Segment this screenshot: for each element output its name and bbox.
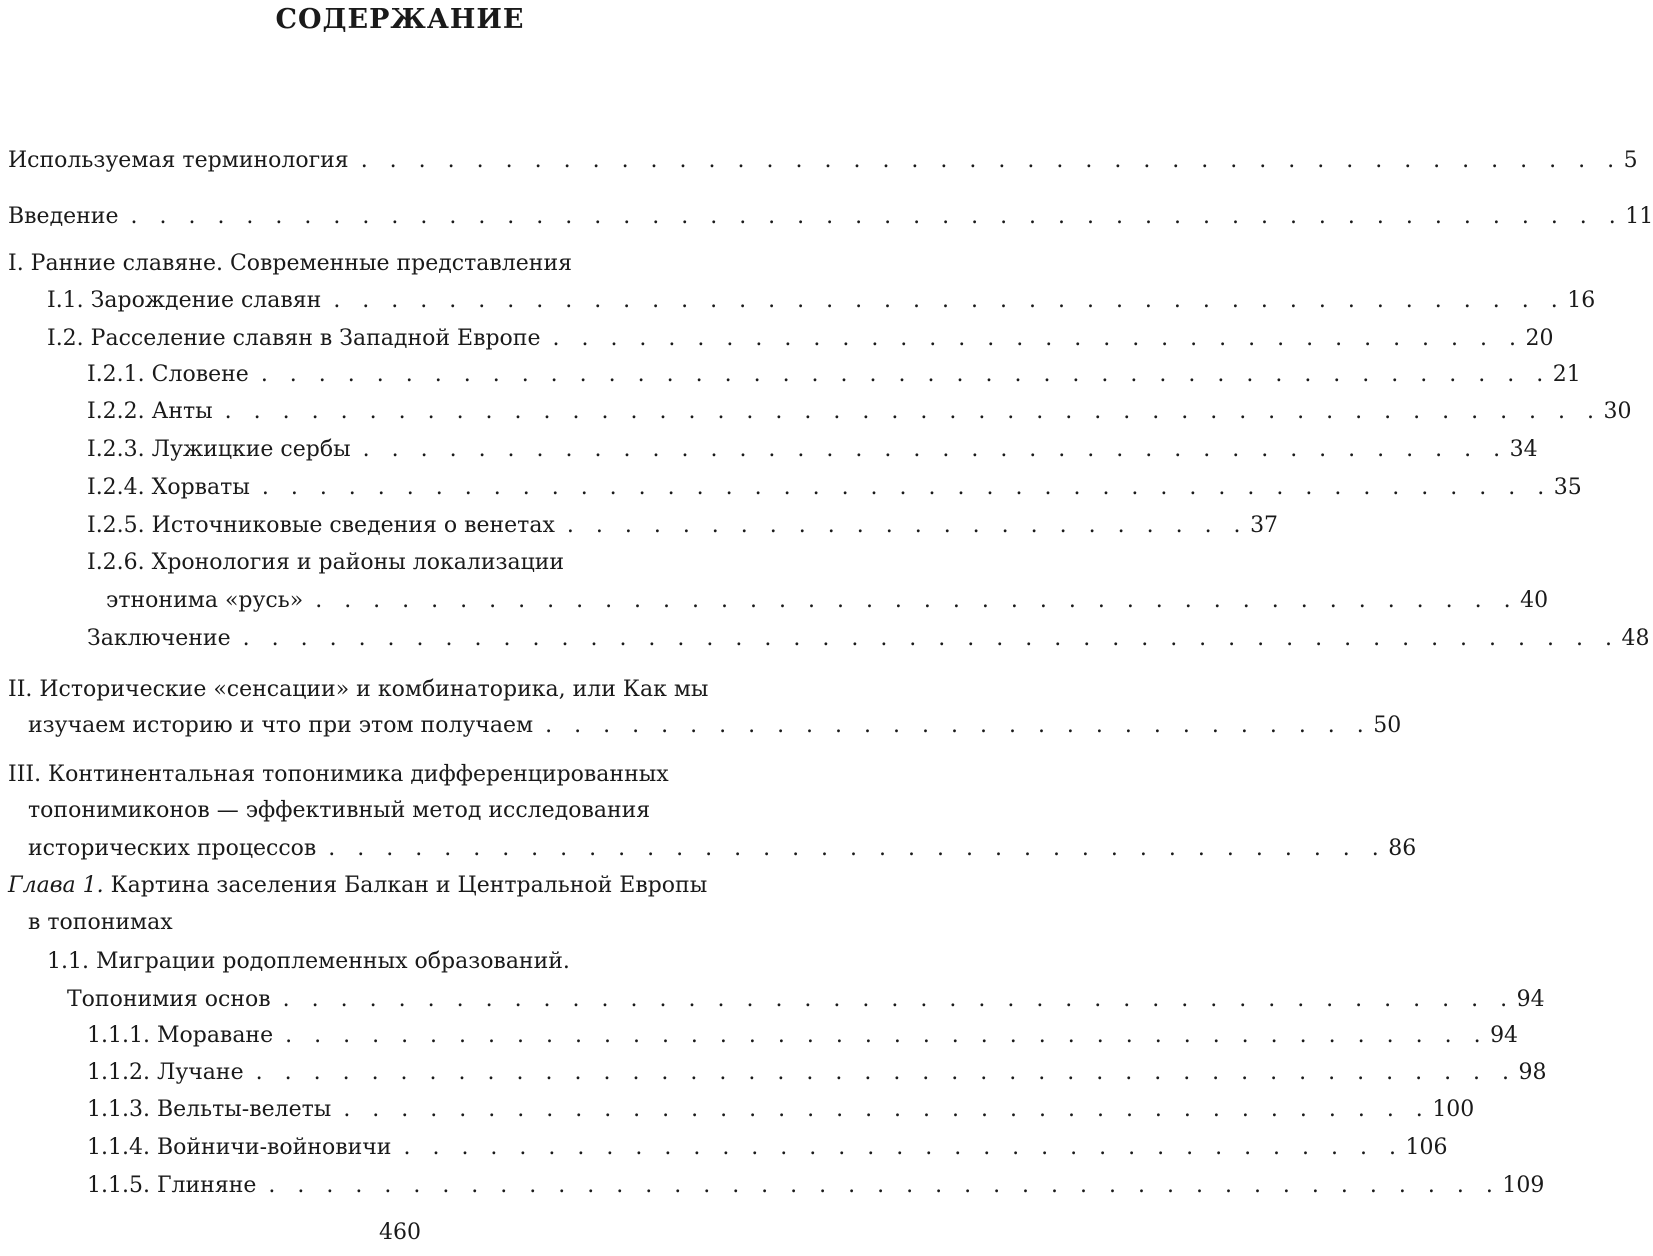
- toc-page-number: 16: [1567, 288, 1596, 313]
- toc-entry-title: I.1. Зарождение славян: [47, 288, 322, 313]
- leader-dots: . . . . . . . . . . . . . . . . . . . . . . . . . . . . . . . . . . . . . .: [343, 1097, 1431, 1122]
- toc-page-number: 50: [1373, 713, 1402, 738]
- page-title: СОДЕРЖАНИЕ: [275, 4, 525, 35]
- toc-entry-title: Заключение: [87, 626, 231, 651]
- toc-page-number: 35: [1553, 475, 1582, 500]
- leader-dots: . . . . . . . . . . . . . . . . . . . . . . . .: [566, 513, 1249, 538]
- toc-entry-title: I.2.2. Анты: [87, 399, 213, 424]
- toc-page-number: 21: [1552, 362, 1581, 387]
- toc-page-number: 94: [1516, 987, 1545, 1012]
- leader-dots: . . . . . . . . . . . . . . . . . . . . . . . . . . . . . . . . . . . . . . . . . . .: [268, 1173, 1501, 1198]
- toc-entry-title: I. Ранние славяне. Современные представления: [8, 251, 572, 276]
- toc-entry-title: этнонима «русь»: [106, 588, 304, 613]
- toc-entry-title: Топонимия основ: [67, 987, 271, 1012]
- toc-entry-title: Картина заселения Балкан и Центральной Европы: [103, 873, 708, 898]
- toc-entry-title: Введение: [8, 204, 119, 229]
- toc-entry[interactable]: [87, 1022, 1519, 1050]
- page-number: 460: [379, 1220, 421, 1245]
- toc-page-number: 48: [1621, 626, 1650, 651]
- toc-entry[interactable]: [47, 325, 1554, 353]
- toc-entry-title: исторических процессов: [28, 836, 317, 861]
- toc-page-number: 37: [1250, 513, 1279, 538]
- toc-page-number: 109: [1502, 1173, 1545, 1198]
- leader-dots: . . . . . . . . . . . . . . . . . . . . . . . . . . . . . . . . . . . . . . . . . .: [315, 588, 1519, 613]
- toc-entry-title: I.2.3. Лужицкие сербы: [87, 437, 351, 462]
- toc-page-number: 94: [1490, 1023, 1519, 1048]
- chapter-label: Глава 1.: [8, 873, 104, 898]
- toc-page-number: 34: [1509, 437, 1538, 462]
- toc-entry[interactable]: [8, 203, 1653, 231]
- toc-entry-title: в топонимах: [28, 910, 173, 935]
- toc-entry[interactable]: [87, 474, 1582, 502]
- toc-entry-title: I.2.6. Хронология и районы локализации: [87, 550, 565, 575]
- leader-dots: . . . . . . . . . . . . . . . . . . . . . . . . . . . . . . . . . . . . . . . . . . . . . . . .: [242, 626, 1620, 651]
- toc-section-heading[interactable]: [8, 250, 792, 278]
- leader-dots: . . . . . . . . . . . . . . . . . . . . . . . . . . . . . . . . . .: [552, 326, 1524, 351]
- toc-entry-continuation[interactable]: [28, 712, 1402, 740]
- leader-dots: . . . . . . . . . . . . . . . . . . . . . . . . . . . . . . . . . . . . . . . . . . . . .: [260, 362, 1551, 387]
- leader-dots: . . . . . . . . . . . . . . . . . . . . . . . . . . . . . . . . . . . . . . . . . . .: [333, 288, 1566, 313]
- toc-entry-title: I.2.1. Словене: [87, 362, 249, 387]
- toc-entry-title: 1.1.4. Войничи-войновичи: [87, 1135, 392, 1160]
- toc-entry-continuation[interactable]: [67, 986, 1545, 1014]
- toc-entry-title: II. Исторические «сенсации» и комбинаторика, или Как мы: [8, 677, 709, 702]
- leader-dots: . . . . . . . . . . . . . . . . . . . . . . . . . . . . . . . . . . . . . . . . . . . . .: [261, 475, 1552, 500]
- toc-entry[interactable]: [87, 1134, 1448, 1162]
- leader-dots: . . . . . . . . . . . . . . . . . . . . . . . . . . . . . . . . . . . . . . . . . . . . . . . .: [224, 399, 1602, 424]
- toc-section-heading[interactable]: [8, 676, 792, 704]
- toc-page-number: 40: [1520, 588, 1549, 613]
- leader-dots: . . . . . . . . . . . . . . . . . . . . . . . . . . . . . . . . . . . . .: [328, 836, 1387, 861]
- toc-chapter-heading[interactable]: [8, 872, 792, 900]
- leader-dots: . . . . . . . . . . . . . . . . . . . . . . . . . . . . . . . . . . . . . . . . . . . . . . . . . . . .: [130, 204, 1624, 229]
- toc-entry-continuation[interactable]: [28, 797, 792, 825]
- toc-entry-title: III. Континентальная топонимика дифференцированных: [8, 762, 669, 787]
- leader-dots: . . . . . . . . . . . . . . . . . . . . . . . . . . . . . . . . . . . . . . . . . . .: [282, 987, 1515, 1012]
- leader-dots: . . . . . . . . . . . . . . . . . . . . . . . . . . . . . . . . . . .: [403, 1135, 1404, 1160]
- leader-dots: . . . . . . . . . . . . . . . . . . . . . . . . . . . . .: [545, 713, 1372, 738]
- toc-entry-title: I.2. Расселение славян в Западной Европе: [47, 326, 541, 351]
- toc-page-number: 98: [1518, 1060, 1547, 1085]
- toc-page-number: 20: [1525, 326, 1554, 351]
- toc-entry[interactable]: [8, 147, 1638, 175]
- toc-entry[interactable]: [87, 1096, 1475, 1124]
- toc-entry[interactable]: [87, 436, 1538, 464]
- toc-entry-title: 1.1. Миграции родоплеменных образований.: [47, 949, 570, 974]
- toc-entry[interactable]: [87, 1059, 1547, 1087]
- toc-page-number: 100: [1432, 1097, 1475, 1122]
- toc-entry-title: 1.1.2. Лучане: [87, 1060, 244, 1085]
- toc-entry-title: топонимиконов — эффективный метод исследования: [28, 798, 651, 823]
- toc-entry[interactable]: [87, 549, 792, 577]
- toc-entry-title: 1.1.3. Вельты-велеты: [87, 1097, 332, 1122]
- toc-entry-title: Используемая терминология: [8, 148, 349, 173]
- toc-entry-title: изучаем историю и что при этом получаем: [28, 713, 534, 738]
- toc-page-number: 30: [1603, 399, 1632, 424]
- toc-entry[interactable]: [87, 1172, 1545, 1200]
- leader-dots: . . . . . . . . . . . . . . . . . . . . . . . . . . . . . . . . . . . . . . . .: [362, 437, 1508, 462]
- toc-page-number: 86: [1388, 836, 1417, 861]
- toc-page-number: 106: [1405, 1135, 1448, 1160]
- leader-dots: . . . . . . . . . . . . . . . . . . . . . . . . . . . . . . . . . . . . . . . . . . . .: [255, 1060, 1517, 1085]
- toc-entry[interactable]: [47, 948, 792, 976]
- toc-entry-continuation[interactable]: [28, 835, 1417, 863]
- toc-entry-continuation[interactable]: [106, 587, 1549, 615]
- toc-entry[interactable]: [87, 398, 1632, 426]
- toc-entry-title: I.2.4. Хорваты: [87, 475, 250, 500]
- leader-dots: . . . . . . . . . . . . . . . . . . . . . . . . . . . . . . . . . . . . . . . . . .: [285, 1023, 1489, 1048]
- toc-entry-title: I.2.5. Источниковые сведения о венетах: [87, 513, 555, 538]
- toc-entry[interactable]: [87, 361, 1581, 389]
- toc-page-number: 11: [1625, 204, 1653, 229]
- toc-section-heading[interactable]: [8, 761, 792, 789]
- toc-entry-title: 1.1.1. Мораване: [87, 1023, 274, 1048]
- toc-entry-continuation[interactable]: [28, 909, 792, 937]
- toc-page-number: 5: [1623, 148, 1638, 173]
- toc-entry[interactable]: [87, 625, 1650, 653]
- toc-entry[interactable]: [87, 512, 1279, 540]
- leader-dots: . . . . . . . . . . . . . . . . . . . . . . . . . . . . . . . . . . . . . . . . . . . .: [360, 148, 1622, 173]
- toc-entry-title: 1.1.5. Глиняне: [87, 1173, 257, 1198]
- toc-entry[interactable]: [47, 287, 1596, 315]
